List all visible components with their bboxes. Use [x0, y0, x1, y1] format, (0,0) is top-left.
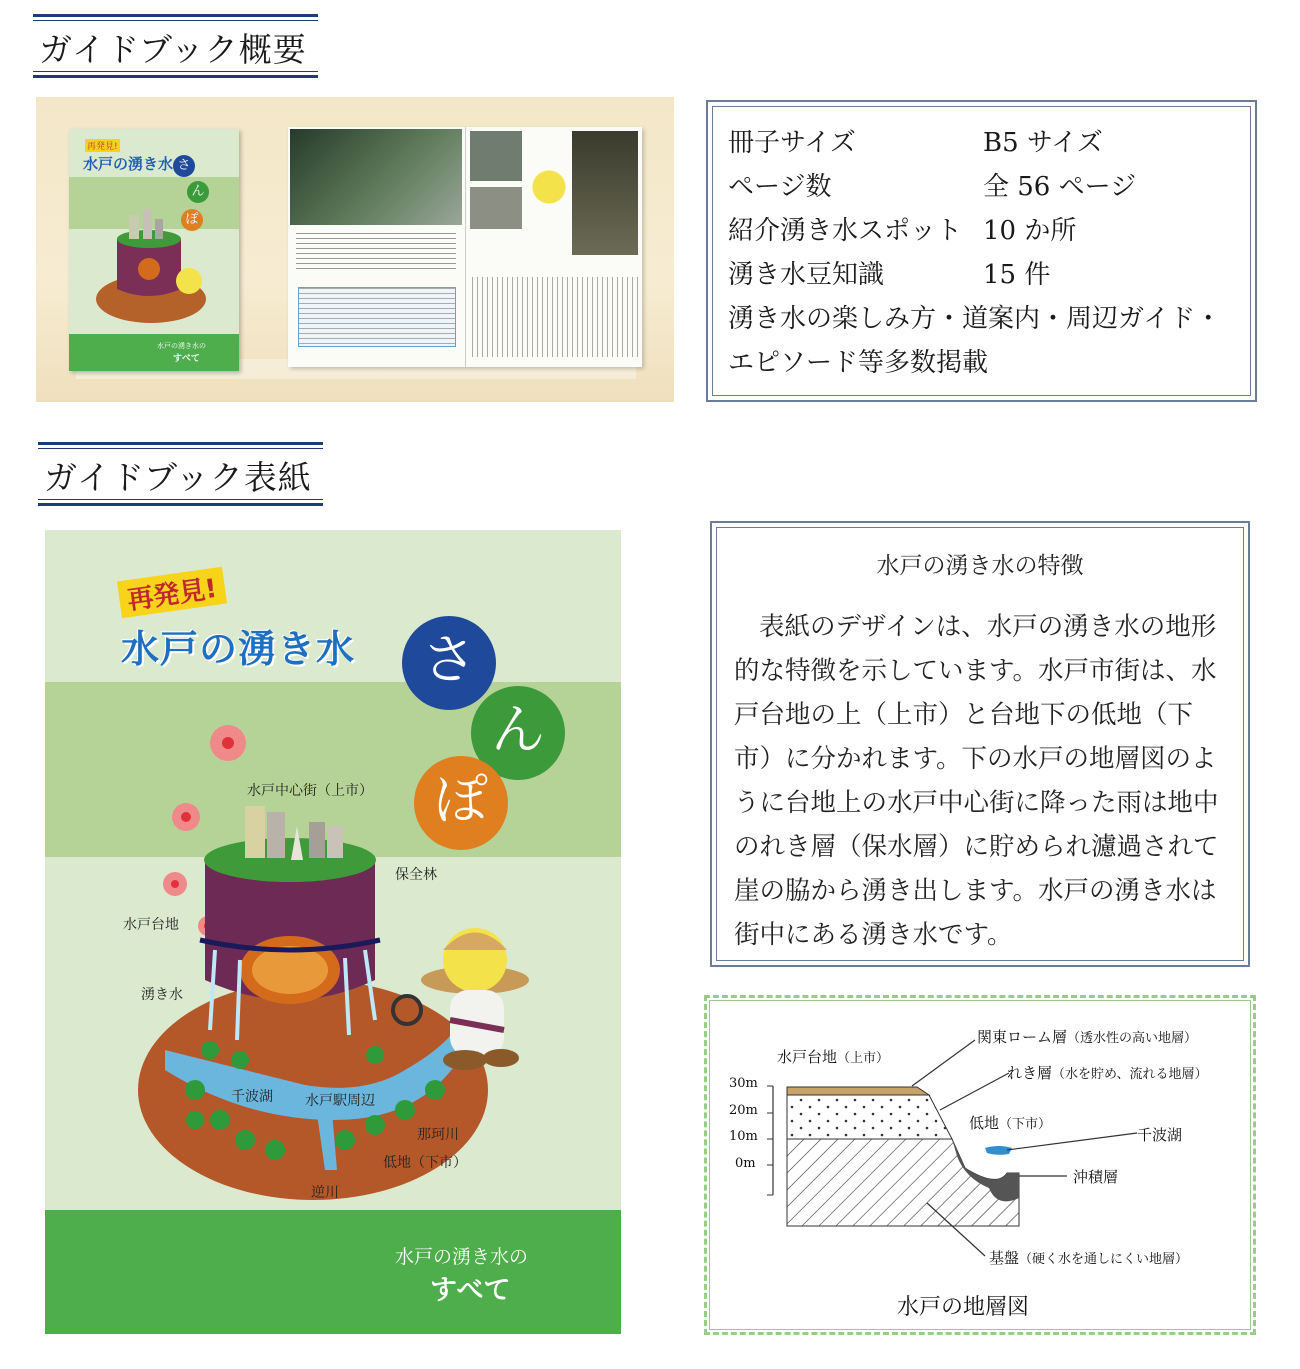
feature-title: 水戸の湧き水の特徴 [876, 553, 1084, 579]
spec-row-trivia [728, 254, 1050, 291]
cover-label-center: 水戸中心街（上市） [247, 783, 373, 799]
geo-alluvium-label: 沖積層 [1073, 1168, 1119, 1186]
spec-row-spots [728, 210, 1076, 247]
book-title: 水戸の湧き水 [83, 155, 174, 173]
geo-bedrock-text: 基盤 [989, 1249, 1020, 1267]
geo-tick-30: 30m [729, 1076, 758, 1091]
guidebook-cover [45, 530, 621, 1334]
spec-box [706, 100, 1257, 402]
spec-value: B5 サイズ [983, 128, 1103, 158]
book-badge: 再発見! [85, 139, 120, 152]
cover-label-lake: 千波湖 [231, 1089, 273, 1105]
book-circle-sa: さ [173, 155, 195, 177]
guidebook-photo [36, 97, 674, 402]
geo-caption: 水戸の地層図 [897, 1295, 1030, 1320]
book-open-spread [288, 127, 642, 367]
geo-gravel-text: れき層 [1007, 1064, 1053, 1082]
spec-value: 10 か所 [983, 216, 1077, 246]
spec-extra-line1: 湧き水の楽しみ方・道案内・周辺ガイド・ [728, 304, 1222, 334]
section-header-cover [38, 442, 323, 504]
book-circle-po: ぽ [181, 209, 203, 231]
cover-label-station: 水戸駅周辺 [305, 1093, 375, 1109]
cover-label-plateau: 水戸台地 [123, 917, 179, 933]
spec-extra-line2: エピソード等多数掲載 [728, 348, 989, 378]
spec-row-pages [728, 166, 1136, 203]
spec-value: 15 件 [983, 260, 1051, 290]
geology-diagram [704, 995, 1256, 1335]
cover-label-sakagawa: 逆川 [311, 1185, 339, 1201]
geo-tick-10: 10m [729, 1129, 758, 1144]
book-footer-line1: 水戸の湧き水の [157, 342, 206, 350]
cover-badge: 再発見! [117, 567, 227, 618]
feature-box [710, 521, 1250, 967]
geo-bedrock-label [989, 1247, 1188, 1268]
geo-loam-sub: （透水性の高い地層） [1067, 1031, 1198, 1046]
book-cover-thumbnail [69, 129, 239, 371]
spec-key: 冊子サイズ [728, 128, 856, 158]
geo-bedrock-sub: （硬く水を通しにくい地層） [1019, 1252, 1189, 1267]
cover-title: 水戸の湧き水 [121, 627, 356, 671]
geo-gravel-sub: （水を貯め、流れる地層） [1052, 1067, 1208, 1082]
section-title: ガイドブック概要 [39, 30, 307, 69]
cover-circle-po: ぽ [414, 756, 508, 850]
geo-loam-label [977, 1026, 1197, 1047]
spec-key: 紹介湧き水スポット [728, 216, 963, 246]
book-circle-n: ん [187, 181, 209, 203]
section-header-overview [33, 14, 318, 76]
geo-tick-0: 0m [735, 1156, 756, 1171]
section-title: ガイドブック表紙 [44, 458, 312, 497]
cover-label-spring: 湧き水 [141, 987, 183, 1003]
cover-footer-line2: すべて [430, 1275, 511, 1306]
spec-key: ページ数 [728, 172, 832, 202]
geo-lake-label: 千波湖 [1137, 1126, 1183, 1144]
geo-lowland-text: 低地 [969, 1114, 1000, 1132]
spec-row-size [728, 122, 1103, 159]
geo-plateau-sub: （上市） [837, 1051, 890, 1066]
cover-circle-n: ん [471, 686, 565, 780]
geo-lowland-label [969, 1112, 1051, 1133]
spec-key: 湧き水豆知識 [728, 260, 885, 290]
geo-lowland-sub: （下市） [999, 1117, 1052, 1132]
cover-label-naka-river: 那珂川 [417, 1127, 459, 1143]
spec-value: 全 56 ページ [983, 172, 1137, 202]
book-footer-line2: すべて [173, 354, 200, 364]
cover-label-lowland: 低地（下市） [383, 1155, 467, 1171]
cover-circle-sa: さ [402, 616, 496, 710]
book-illustration [89, 199, 219, 329]
geo-plateau-text: 水戸台地 [777, 1048, 838, 1066]
cover-footer-line1: 水戸の湧き水の [395, 1246, 529, 1268]
feature-body: 表紙のデザインは、水戸の湧き水の地形的な特徴を示しています。水戸市街は、水戸台地の上（上市）と台地下の低地（下市）に分かれます。下の水戸の地層図のように台地上の水戸中心街に降った雨は地中のれき層（保水層）に貯められ濾過されて崖の脇から湧き出します。水戸の湧き水は街中にある湧き水です。 [734, 612, 1219, 950]
geo-tick-20: 20m [729, 1103, 758, 1118]
geo-plateau-label [777, 1046, 889, 1067]
geo-gravel-label [1007, 1062, 1208, 1083]
cover-label-forest: 保全林 [395, 867, 437, 883]
geo-loam-text: 関東ローム層 [977, 1028, 1068, 1046]
